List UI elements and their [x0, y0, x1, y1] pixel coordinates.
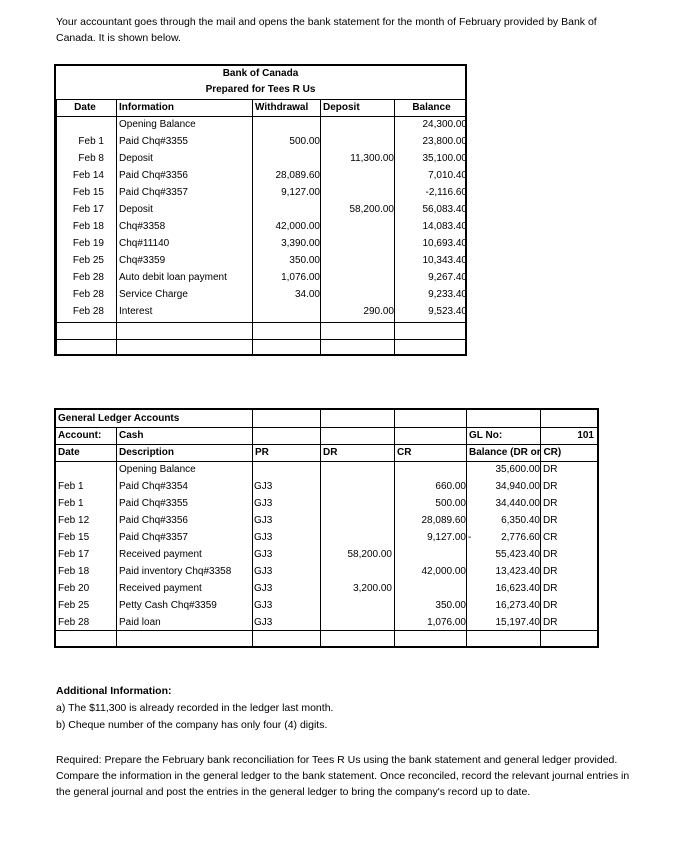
gl-cell-date: Feb 28	[58, 617, 90, 628]
gl-cell-balance: 16,273.40	[495, 600, 540, 611]
gl-cell-balance: 15,197.40	[495, 617, 540, 628]
gl-header-date: Date	[58, 447, 80, 458]
gl-header-dr: DR	[323, 447, 338, 458]
gl-header-description: Description	[119, 447, 175, 458]
gl-cell-description: Paid Chq#3356	[119, 515, 188, 526]
gl-cell-balance: 2,776.60	[501, 532, 540, 543]
gl-row	[56, 615, 597, 632]
bank-cell-deposit: 290.00	[363, 306, 394, 317]
bank-cell-date: Feb 8	[78, 153, 104, 164]
bank-cell-deposit: 58,200.00	[349, 204, 394, 215]
additional-info-item: b) Cheque number of the company has only four (4) digits.	[56, 719, 328, 731]
gl-row	[56, 564, 597, 581]
gl-cell-pr: GJ3	[254, 498, 273, 509]
bank-cell-balance: 10,343.40	[422, 255, 467, 266]
gl-cell-date: Feb 12	[58, 515, 90, 526]
bank-cell-date: Feb 17	[72, 204, 104, 215]
gl-header-pr: PR	[255, 447, 269, 458]
bank-header-withdrawal: Withdrawal	[255, 102, 309, 113]
gl-cell-cr: 660.00	[435, 481, 466, 492]
gl-cell-dr: 58,200.00	[347, 549, 392, 560]
gl-cell-balance: 34,440.00	[495, 498, 540, 509]
gl-cell-cr: 9,127.00	[427, 532, 466, 543]
bank-subtitle: Prepared for Tees R Us	[205, 84, 316, 95]
additional-info-item: a) The $11,300 is already recorded in the ledger last month.	[56, 702, 334, 714]
gl-header-cr: CR	[397, 447, 412, 458]
bank-cell-balance: 24,300.00	[422, 119, 467, 130]
gl-cell-date: Feb 15	[58, 532, 90, 543]
bank-cell-withdrawal: 3,390.00	[281, 238, 320, 249]
bank-cell-balance: 56,083.40	[422, 204, 467, 215]
gl-cell-date: Feb 25	[58, 600, 90, 611]
general-ledger-table	[54, 408, 599, 648]
bank-row	[56, 202, 465, 219]
gl-account-name: Cash	[119, 430, 144, 441]
gl-cell-description: Paid Chq#3354	[119, 481, 188, 492]
bank-cell-withdrawal: 28,089.60	[275, 170, 320, 181]
bank-header-info: Information	[119, 102, 174, 113]
bank-cell-date: Feb 18	[72, 221, 104, 232]
gl-row	[56, 496, 597, 513]
bank-cell-info: Chq#3358	[119, 221, 166, 232]
bank-row	[56, 134, 465, 151]
gl-row	[56, 462, 597, 479]
bank-row	[56, 219, 465, 236]
bank-title: Bank of Canada	[222, 68, 299, 79]
bank-cell-date: Feb 28	[72, 289, 104, 300]
gl-cell-balance: 16,623.40	[495, 583, 540, 594]
bank-row	[56, 236, 465, 253]
bank-header-balance: Balance	[412, 102, 451, 113]
bank-header-date: Date	[74, 102, 96, 113]
bank-row	[56, 168, 465, 185]
bank-cell-withdrawal: 9,127.00	[281, 187, 320, 198]
bank-header-deposit: Deposit	[323, 102, 360, 113]
bank-cell-balance: -2,116.60	[425, 187, 467, 198]
required-text: Required: Prepare the February bank reconciliation for Tees R Us using the bank statement and general ledger provided. Compare the information in the general ledger to the bank statement. Once reconciled, record the relevant journal entries in the general journal and post the entries in the general ledger to bring the company's record up to date.	[56, 754, 630, 798]
gl-cell-cr: 350.00	[435, 600, 466, 611]
bank-cell-withdrawal: 34.00	[294, 289, 320, 300]
gl-cell-drcr: DR	[543, 464, 558, 475]
bank-cell-info: Deposit	[119, 153, 153, 164]
gl-cell-description: Paid Chq#3357	[119, 532, 188, 543]
bank-cell-info: Auto debit loan payment	[119, 272, 227, 283]
gl-cell-description: Paid loan	[119, 617, 161, 628]
gl-cell-pr: GJ3	[254, 566, 273, 577]
bank-row	[56, 151, 465, 168]
bank-cell-deposit: 11,300.00	[350, 153, 394, 164]
bank-cell-date: Feb 25	[72, 255, 104, 266]
gl-header-balance: Balance (DR or CR)	[469, 447, 562, 458]
gl-row	[56, 530, 597, 547]
gl-cell-balance: 34,940.00	[495, 481, 540, 492]
gl-cell-drcr: DR	[543, 549, 558, 560]
gl-cell-dr: 3,200.00	[353, 583, 392, 594]
bank-cell-date: Feb 28	[72, 272, 104, 283]
gl-cell-pr: GJ3	[254, 583, 273, 594]
gl-cell-pr: GJ3	[254, 515, 273, 526]
gl-row	[56, 479, 597, 496]
gl-account-label: Account:	[58, 430, 102, 441]
gl-cell-description: Opening Balance	[119, 464, 196, 475]
gl-title: General Ledger Accounts	[58, 413, 180, 424]
gl-cell-dash: -	[468, 532, 472, 543]
gl-cell-description: Received payment	[119, 549, 202, 560]
bank-cell-balance: 35,100.00	[422, 153, 467, 164]
gl-cell-date: Feb 17	[58, 549, 90, 560]
additional-info	[56, 683, 333, 734]
gl-cell-pr: GJ3	[254, 617, 273, 628]
additional-info-title: Additional Information:	[56, 685, 172, 697]
bank-cell-withdrawal: 350.00	[289, 255, 320, 266]
bank-cell-withdrawal: 42,000.00	[275, 221, 320, 232]
bank-cell-balance: 9,267.40	[428, 272, 467, 283]
intro-text: Your accountant goes through the mail and opens the bank statement for the month of February provided by Bank of Canada. It is shown below.	[56, 16, 597, 44]
gl-cell-drcr: DR	[543, 515, 558, 526]
bank-cell-info: Service Charge	[119, 289, 188, 300]
gl-cell-drcr: CR	[543, 532, 558, 543]
gl-cell-pr: GJ3	[254, 600, 273, 611]
gl-cell-cr: 42,000.00	[421, 566, 466, 577]
gl-no: 101	[577, 430, 594, 441]
bank-cell-balance: 7,010.40	[428, 170, 467, 181]
gl-cell-drcr: DR	[543, 481, 558, 492]
bank-cell-balance: 10,693.40	[422, 238, 467, 249]
bank-cell-date: Feb 28	[72, 306, 104, 317]
gl-cell-balance: 6,350.40	[501, 515, 540, 526]
bank-cell-info: Deposit	[119, 204, 153, 215]
gl-cell-pr: GJ3	[254, 549, 273, 560]
bank-row	[56, 185, 465, 202]
gl-cell-description: Petty Cash Chq#3359	[119, 600, 217, 611]
gl-cell-balance: 13,423.40	[495, 566, 540, 577]
gl-cell-drcr: DR	[543, 566, 558, 577]
gl-cell-date: Feb 18	[58, 566, 90, 577]
bank-cell-info: Paid Chq#3356	[119, 170, 188, 181]
bank-row	[56, 117, 465, 134]
bank-cell-info: Interest	[119, 306, 153, 317]
gl-cell-description: Paid inventory Chq#3358	[119, 566, 232, 577]
bank-statement-table	[54, 64, 467, 356]
gl-row	[56, 547, 597, 564]
gl-cell-description: Received payment	[119, 583, 202, 594]
bank-cell-info: Chq#11140	[119, 238, 170, 249]
gl-cell-cr: 500.00	[435, 498, 466, 509]
gl-cell-drcr: DR	[543, 583, 558, 594]
bank-cell-withdrawal: 500.00	[289, 136, 320, 147]
gl-cell-date: Feb 1	[58, 481, 84, 492]
bank-cell-balance: 9,233.40	[428, 289, 467, 300]
bank-cell-date: Feb 1	[78, 136, 104, 147]
bank-cell-date: Feb 15	[72, 187, 104, 198]
bank-row	[56, 287, 465, 304]
gl-row	[56, 513, 597, 530]
gl-cell-pr: GJ3	[254, 532, 273, 543]
gl-cell-balance: 35,600.00	[495, 464, 540, 475]
bank-row	[56, 304, 465, 321]
bank-cell-date: Feb 19	[72, 238, 104, 249]
bank-cell-info: Chq#3359	[119, 255, 166, 266]
gl-row	[56, 598, 597, 615]
gl-cell-date: Feb 1	[58, 498, 84, 509]
gl-cell-drcr: DR	[543, 498, 558, 509]
gl-row	[56, 581, 597, 598]
gl-cell-cr: 1,076.00	[427, 617, 466, 628]
gl-cell-drcr: DR	[543, 600, 558, 611]
bank-row	[56, 270, 465, 287]
gl-cell-pr: GJ3	[254, 481, 273, 492]
bank-row	[56, 253, 465, 270]
gl-no-label: GL No:	[469, 430, 503, 441]
gl-cell-cr: 28,089.60	[421, 515, 466, 526]
gl-cell-description: Paid Chq#3355	[119, 498, 188, 509]
bank-cell-date: Feb 14	[72, 170, 104, 181]
bank-cell-info: Opening Balance	[119, 119, 196, 130]
bank-cell-info: Paid Chq#3357	[119, 187, 188, 198]
bank-cell-balance: 14,083.40	[422, 221, 467, 232]
bank-cell-info: Paid Chq#3355	[119, 136, 188, 147]
gl-cell-balance: 55,423.40	[495, 549, 540, 560]
bank-cell-balance: 9,523.40	[428, 306, 467, 317]
gl-cell-drcr: DR	[543, 617, 558, 628]
bank-cell-withdrawal: 1,076.00	[281, 272, 320, 283]
gl-cell-date: Feb 20	[58, 583, 90, 594]
bank-cell-balance: 23,800.00	[422, 136, 467, 147]
